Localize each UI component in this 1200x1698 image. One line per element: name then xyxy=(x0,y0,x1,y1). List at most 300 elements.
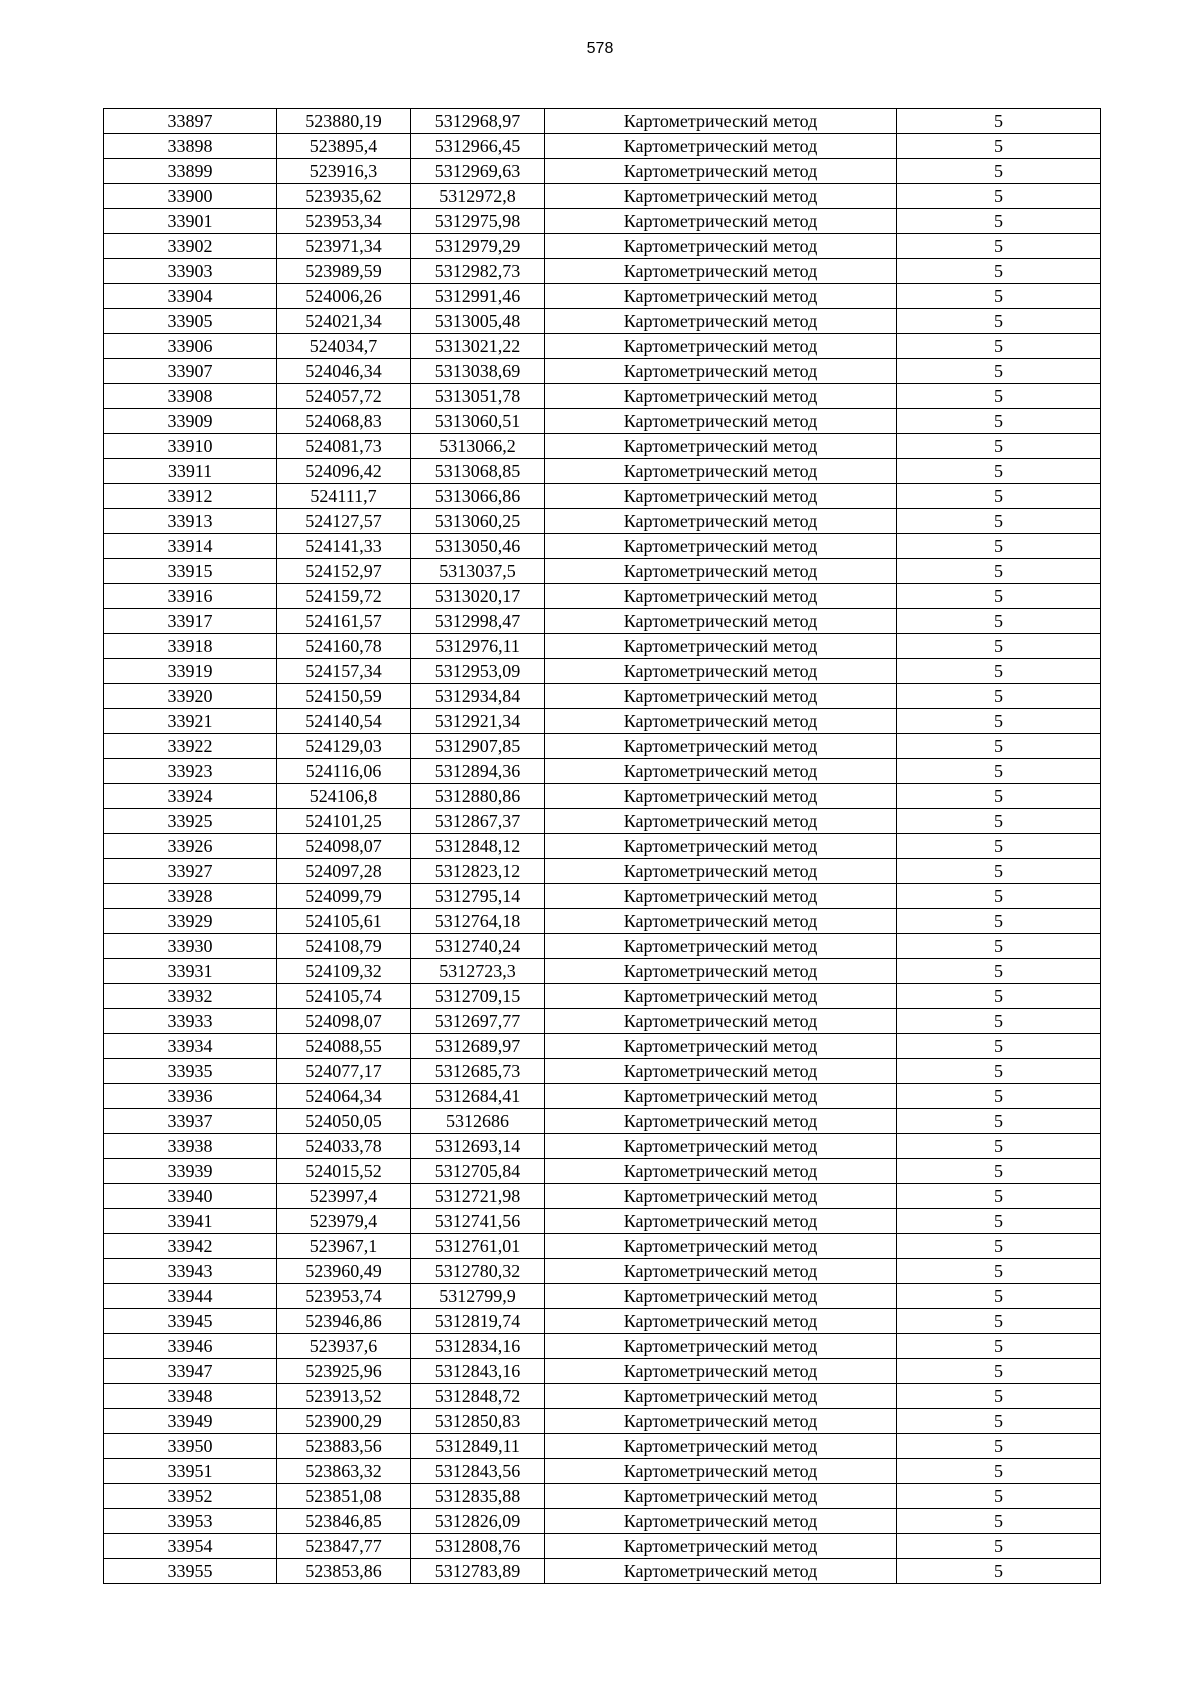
table-row xyxy=(104,1059,1101,1084)
table-row xyxy=(104,909,1101,934)
x-coordinate-cell: 524081,73 xyxy=(277,434,411,459)
table-row xyxy=(104,459,1101,484)
table-row xyxy=(104,1109,1101,1134)
point-number-cell: 33937 xyxy=(104,1109,277,1134)
y-coordinate-cell: 5312982,73 xyxy=(411,259,545,284)
accuracy-cell: 5 xyxy=(897,1134,1101,1159)
accuracy-cell: 5 xyxy=(897,1434,1101,1459)
method-cell: Картометрический метод xyxy=(545,784,897,809)
table-row xyxy=(104,334,1101,359)
y-coordinate-cell: 5313050,46 xyxy=(411,534,545,559)
y-coordinate-cell: 5312819,74 xyxy=(411,1309,545,1334)
table-row xyxy=(104,1334,1101,1359)
point-number-cell: 33935 xyxy=(104,1059,277,1084)
method-cell: Картометрический метод xyxy=(545,1359,897,1384)
x-coordinate-cell: 523946,86 xyxy=(277,1309,411,1334)
y-coordinate-cell: 5312826,09 xyxy=(411,1509,545,1534)
table-row xyxy=(104,1359,1101,1384)
method-cell: Картометрический метод xyxy=(545,534,897,559)
point-number-cell: 33945 xyxy=(104,1309,277,1334)
point-number-cell: 33938 xyxy=(104,1134,277,1159)
point-number-cell: 33905 xyxy=(104,309,277,334)
method-cell: Картометрический метод xyxy=(545,934,897,959)
accuracy-cell: 5 xyxy=(897,1509,1101,1534)
accuracy-cell: 5 xyxy=(897,409,1101,434)
y-coordinate-cell: 5313037,5 xyxy=(411,559,545,584)
table-row xyxy=(104,984,1101,1009)
method-cell: Картометрический метод xyxy=(545,809,897,834)
table-row xyxy=(104,684,1101,709)
x-coordinate-cell: 523846,85 xyxy=(277,1509,411,1534)
table-row xyxy=(104,209,1101,234)
accuracy-cell: 5 xyxy=(897,1009,1101,1034)
table-row xyxy=(104,1084,1101,1109)
method-cell: Картометрический метод xyxy=(545,1409,897,1434)
method-cell: Картометрический метод xyxy=(545,1209,897,1234)
x-coordinate-cell: 524152,97 xyxy=(277,559,411,584)
point-number-cell: 33904 xyxy=(104,284,277,309)
y-coordinate-cell: 5312721,98 xyxy=(411,1184,545,1209)
point-number-cell: 33946 xyxy=(104,1334,277,1359)
y-coordinate-cell: 5313060,25 xyxy=(411,509,545,534)
method-cell: Картометрический метод xyxy=(545,1459,897,1484)
accuracy-cell: 5 xyxy=(897,1334,1101,1359)
table-row xyxy=(104,359,1101,384)
y-coordinate-cell: 5312968,97 xyxy=(411,109,545,134)
y-coordinate-cell: 5312969,63 xyxy=(411,159,545,184)
table-row xyxy=(104,934,1101,959)
table-row xyxy=(104,1034,1101,1059)
method-cell: Картометрический метод xyxy=(545,484,897,509)
accuracy-cell: 5 xyxy=(897,134,1101,159)
method-cell: Картометрический метод xyxy=(545,359,897,384)
y-coordinate-cell: 5312685,73 xyxy=(411,1059,545,1084)
point-number-cell: 33939 xyxy=(104,1159,277,1184)
x-coordinate-cell: 524021,34 xyxy=(277,309,411,334)
table-row xyxy=(104,759,1101,784)
method-cell: Картометрический метод xyxy=(545,384,897,409)
accuracy-cell: 5 xyxy=(897,609,1101,634)
y-coordinate-cell: 5313051,78 xyxy=(411,384,545,409)
table-row xyxy=(104,559,1101,584)
x-coordinate-cell: 524064,34 xyxy=(277,1084,411,1109)
x-coordinate-cell: 524161,57 xyxy=(277,609,411,634)
point-number-cell: 33912 xyxy=(104,484,277,509)
x-coordinate-cell: 523953,34 xyxy=(277,209,411,234)
accuracy-cell: 5 xyxy=(897,1084,1101,1109)
method-cell: Картометрический метод xyxy=(545,1384,897,1409)
accuracy-cell: 5 xyxy=(897,584,1101,609)
accuracy-cell: 5 xyxy=(897,684,1101,709)
y-coordinate-cell: 5312684,41 xyxy=(411,1084,545,1109)
point-number-cell: 33906 xyxy=(104,334,277,359)
table-row xyxy=(104,1234,1101,1259)
x-coordinate-cell: 523880,19 xyxy=(277,109,411,134)
method-cell: Картометрический метод xyxy=(545,509,897,534)
table-row xyxy=(104,1184,1101,1209)
y-coordinate-cell: 5312975,98 xyxy=(411,209,545,234)
table-row xyxy=(104,859,1101,884)
y-coordinate-cell: 5312991,46 xyxy=(411,284,545,309)
method-cell: Картометрический метод xyxy=(545,459,897,484)
point-number-cell: 33908 xyxy=(104,384,277,409)
y-coordinate-cell: 5312783,89 xyxy=(411,1559,545,1584)
point-number-cell: 33898 xyxy=(104,134,277,159)
method-cell: Картометрический метод xyxy=(545,1309,897,1334)
accuracy-cell: 5 xyxy=(897,334,1101,359)
x-coordinate-cell: 523853,86 xyxy=(277,1559,411,1584)
x-coordinate-cell: 524157,34 xyxy=(277,659,411,684)
point-number-cell: 33922 xyxy=(104,734,277,759)
x-coordinate-cell: 523979,4 xyxy=(277,1209,411,1234)
accuracy-cell: 5 xyxy=(897,1459,1101,1484)
x-coordinate-cell: 524106,8 xyxy=(277,784,411,809)
x-coordinate-cell: 523953,74 xyxy=(277,1284,411,1309)
y-coordinate-cell: 5313068,85 xyxy=(411,459,545,484)
accuracy-cell: 5 xyxy=(897,709,1101,734)
x-coordinate-cell: 524006,26 xyxy=(277,284,411,309)
y-coordinate-cell: 5312823,12 xyxy=(411,859,545,884)
x-coordinate-cell: 524098,07 xyxy=(277,834,411,859)
accuracy-cell: 5 xyxy=(897,534,1101,559)
accuracy-cell: 5 xyxy=(897,1259,1101,1284)
point-number-cell: 33936 xyxy=(104,1084,277,1109)
method-cell: Картометрический метод xyxy=(545,284,897,309)
table-row xyxy=(104,809,1101,834)
y-coordinate-cell: 5312880,86 xyxy=(411,784,545,809)
point-number-cell: 33915 xyxy=(104,559,277,584)
method-cell: Картометрический метод xyxy=(545,634,897,659)
accuracy-cell: 5 xyxy=(897,484,1101,509)
x-coordinate-cell: 524098,07 xyxy=(277,1009,411,1034)
y-coordinate-cell: 5312686 xyxy=(411,1109,545,1134)
point-number-cell: 33942 xyxy=(104,1234,277,1259)
method-cell: Картометрический метод xyxy=(545,1084,897,1109)
point-number-cell: 33933 xyxy=(104,1009,277,1034)
method-cell: Картометрический метод xyxy=(545,959,897,984)
table-row xyxy=(104,734,1101,759)
table-row xyxy=(104,659,1101,684)
method-cell: Картометрический метод xyxy=(545,1184,897,1209)
table-row xyxy=(104,409,1101,434)
method-cell: Картометрический метод xyxy=(545,1559,897,1584)
y-coordinate-cell: 5312693,14 xyxy=(411,1134,545,1159)
y-coordinate-cell: 5312723,3 xyxy=(411,959,545,984)
accuracy-cell: 5 xyxy=(897,784,1101,809)
point-number-cell: 33914 xyxy=(104,534,277,559)
method-cell: Картометрический метод xyxy=(545,259,897,284)
y-coordinate-cell: 5312998,47 xyxy=(411,609,545,634)
accuracy-cell: 5 xyxy=(897,459,1101,484)
coordinates-table-body xyxy=(104,109,1101,1584)
accuracy-cell: 5 xyxy=(897,1359,1101,1384)
table-row xyxy=(104,1159,1101,1184)
y-coordinate-cell: 5312934,84 xyxy=(411,684,545,709)
point-number-cell: 33930 xyxy=(104,934,277,959)
y-coordinate-cell: 5312808,76 xyxy=(411,1534,545,1559)
table-row xyxy=(104,1509,1101,1534)
x-coordinate-cell: 523925,96 xyxy=(277,1359,411,1384)
x-coordinate-cell: 524099,79 xyxy=(277,884,411,909)
accuracy-cell: 5 xyxy=(897,909,1101,934)
table-row xyxy=(104,1384,1101,1409)
y-coordinate-cell: 5312799,9 xyxy=(411,1284,545,1309)
y-coordinate-cell: 5312867,37 xyxy=(411,809,545,834)
point-number-cell: 33916 xyxy=(104,584,277,609)
accuracy-cell: 5 xyxy=(897,359,1101,384)
accuracy-cell: 5 xyxy=(897,859,1101,884)
table-row xyxy=(104,1309,1101,1334)
table-row xyxy=(104,159,1101,184)
table-row xyxy=(104,1409,1101,1434)
x-coordinate-cell: 523989,59 xyxy=(277,259,411,284)
table-row xyxy=(104,1434,1101,1459)
table-row xyxy=(104,959,1101,984)
x-coordinate-cell: 524096,42 xyxy=(277,459,411,484)
method-cell: Картометрический метод xyxy=(545,1159,897,1184)
x-coordinate-cell: 524068,83 xyxy=(277,409,411,434)
x-coordinate-cell: 523960,49 xyxy=(277,1259,411,1284)
point-number-cell: 33950 xyxy=(104,1434,277,1459)
x-coordinate-cell: 524129,03 xyxy=(277,734,411,759)
table-row xyxy=(104,109,1101,134)
method-cell: Картометрический метод xyxy=(545,909,897,934)
method-cell: Картометрический метод xyxy=(545,584,897,609)
x-coordinate-cell: 524046,34 xyxy=(277,359,411,384)
y-coordinate-cell: 5312850,83 xyxy=(411,1409,545,1434)
accuracy-cell: 5 xyxy=(897,1159,1101,1184)
x-coordinate-cell: 524057,72 xyxy=(277,384,411,409)
x-coordinate-cell: 523967,1 xyxy=(277,1234,411,1259)
point-number-cell: 33932 xyxy=(104,984,277,1009)
x-coordinate-cell: 524109,32 xyxy=(277,959,411,984)
x-coordinate-cell: 524116,06 xyxy=(277,759,411,784)
x-coordinate-cell: 523895,4 xyxy=(277,134,411,159)
point-number-cell: 33948 xyxy=(104,1384,277,1409)
table-row xyxy=(104,1534,1101,1559)
x-coordinate-cell: 524077,17 xyxy=(277,1059,411,1084)
table-row xyxy=(104,384,1101,409)
table-row xyxy=(104,784,1101,809)
method-cell: Картометрический метод xyxy=(545,1434,897,1459)
point-number-cell: 33913 xyxy=(104,509,277,534)
point-number-cell: 33903 xyxy=(104,259,277,284)
method-cell: Картометрический метод xyxy=(545,134,897,159)
method-cell: Картометрический метод xyxy=(545,1059,897,1084)
table-row xyxy=(104,234,1101,259)
y-coordinate-cell: 5312843,16 xyxy=(411,1359,545,1384)
method-cell: Картометрический метод xyxy=(545,334,897,359)
method-cell: Картометрический метод xyxy=(545,759,897,784)
point-number-cell: 33944 xyxy=(104,1284,277,1309)
y-coordinate-cell: 5313005,48 xyxy=(411,309,545,334)
table-row xyxy=(104,509,1101,534)
accuracy-cell: 5 xyxy=(897,309,1101,334)
table-row xyxy=(104,484,1101,509)
table-row xyxy=(104,284,1101,309)
x-coordinate-cell: 524141,33 xyxy=(277,534,411,559)
method-cell: Картометрический метод xyxy=(545,659,897,684)
method-cell: Картометрический метод xyxy=(545,559,897,584)
point-number-cell: 33917 xyxy=(104,609,277,634)
method-cell: Картометрический метод xyxy=(545,1334,897,1359)
accuracy-cell: 5 xyxy=(897,959,1101,984)
accuracy-cell: 5 xyxy=(897,884,1101,909)
x-coordinate-cell: 524150,59 xyxy=(277,684,411,709)
table-row xyxy=(104,434,1101,459)
y-coordinate-cell: 5313066,2 xyxy=(411,434,545,459)
y-coordinate-cell: 5312834,16 xyxy=(411,1334,545,1359)
x-coordinate-cell: 523900,29 xyxy=(277,1409,411,1434)
table-row xyxy=(104,1209,1101,1234)
method-cell: Картометрический метод xyxy=(545,1259,897,1284)
method-cell: Картометрический метод xyxy=(545,609,897,634)
x-coordinate-cell: 524160,78 xyxy=(277,634,411,659)
page-number: 578 xyxy=(586,40,614,57)
point-number-cell: 33931 xyxy=(104,959,277,984)
x-coordinate-cell: 523883,56 xyxy=(277,1434,411,1459)
x-coordinate-cell: 524033,78 xyxy=(277,1134,411,1159)
point-number-cell: 33949 xyxy=(104,1409,277,1434)
point-number-cell: 33902 xyxy=(104,234,277,259)
accuracy-cell: 5 xyxy=(897,1409,1101,1434)
y-coordinate-cell: 5312705,84 xyxy=(411,1159,545,1184)
point-number-cell: 33927 xyxy=(104,859,277,884)
point-number-cell: 33953 xyxy=(104,1509,277,1534)
y-coordinate-cell: 5312966,45 xyxy=(411,134,545,159)
table-row xyxy=(104,184,1101,209)
point-number-cell: 33909 xyxy=(104,409,277,434)
x-coordinate-cell: 524088,55 xyxy=(277,1034,411,1059)
x-coordinate-cell: 524105,61 xyxy=(277,909,411,934)
point-number-cell: 33925 xyxy=(104,809,277,834)
accuracy-cell: 5 xyxy=(897,159,1101,184)
accuracy-cell: 5 xyxy=(897,759,1101,784)
accuracy-cell: 5 xyxy=(897,1209,1101,1234)
table-row xyxy=(104,584,1101,609)
point-number-cell: 33943 xyxy=(104,1259,277,1284)
accuracy-cell: 5 xyxy=(897,209,1101,234)
y-coordinate-cell: 5313020,17 xyxy=(411,584,545,609)
table-row xyxy=(104,1459,1101,1484)
table-row xyxy=(104,1009,1101,1034)
accuracy-cell: 5 xyxy=(897,509,1101,534)
table-row xyxy=(104,609,1101,634)
accuracy-cell: 5 xyxy=(897,809,1101,834)
point-number-cell: 33954 xyxy=(104,1534,277,1559)
method-cell: Картометрический метод xyxy=(545,834,897,859)
method-cell: Картометрический метод xyxy=(545,1509,897,1534)
table-row xyxy=(104,1559,1101,1584)
point-number-cell: 33934 xyxy=(104,1034,277,1059)
coordinates-table xyxy=(103,108,1101,1584)
accuracy-cell: 5 xyxy=(897,934,1101,959)
y-coordinate-cell: 5313021,22 xyxy=(411,334,545,359)
accuracy-cell: 5 xyxy=(897,1184,1101,1209)
y-coordinate-cell: 5313038,69 xyxy=(411,359,545,384)
accuracy-cell: 5 xyxy=(897,184,1101,209)
point-number-cell: 33911 xyxy=(104,459,277,484)
y-coordinate-cell: 5312689,97 xyxy=(411,1034,545,1059)
accuracy-cell: 5 xyxy=(897,1059,1101,1084)
accuracy-cell: 5 xyxy=(897,559,1101,584)
accuracy-cell: 5 xyxy=(897,234,1101,259)
table-row xyxy=(104,134,1101,159)
x-coordinate-cell: 524108,79 xyxy=(277,934,411,959)
method-cell: Картометрический метод xyxy=(545,1109,897,1134)
x-coordinate-cell: 524101,25 xyxy=(277,809,411,834)
x-coordinate-cell: 523863,32 xyxy=(277,1459,411,1484)
method-cell: Картометрический метод xyxy=(545,709,897,734)
y-coordinate-cell: 5312761,01 xyxy=(411,1234,545,1259)
accuracy-cell: 5 xyxy=(897,1534,1101,1559)
y-coordinate-cell: 5312972,8 xyxy=(411,184,545,209)
x-coordinate-cell: 523916,3 xyxy=(277,159,411,184)
method-cell: Картометрический метод xyxy=(545,434,897,459)
y-coordinate-cell: 5312848,12 xyxy=(411,834,545,859)
accuracy-cell: 5 xyxy=(897,1559,1101,1584)
y-coordinate-cell: 5313060,51 xyxy=(411,409,545,434)
point-number-cell: 33955 xyxy=(104,1559,277,1584)
y-coordinate-cell: 5312835,88 xyxy=(411,1484,545,1509)
point-number-cell: 33951 xyxy=(104,1459,277,1484)
y-coordinate-cell: 5312780,32 xyxy=(411,1259,545,1284)
y-coordinate-cell: 5312709,15 xyxy=(411,984,545,1009)
accuracy-cell: 5 xyxy=(897,734,1101,759)
method-cell: Картометрический метод xyxy=(545,1534,897,1559)
point-number-cell: 33928 xyxy=(104,884,277,909)
point-number-cell: 33921 xyxy=(104,709,277,734)
method-cell: Картометрический метод xyxy=(545,1234,897,1259)
point-number-cell: 33910 xyxy=(104,434,277,459)
method-cell: Картометрический метод xyxy=(545,859,897,884)
table-row xyxy=(104,534,1101,559)
x-coordinate-cell: 524050,05 xyxy=(277,1109,411,1134)
point-number-cell: 33918 xyxy=(104,634,277,659)
y-coordinate-cell: 5312921,34 xyxy=(411,709,545,734)
accuracy-cell: 5 xyxy=(897,984,1101,1009)
x-coordinate-cell: 524015,52 xyxy=(277,1159,411,1184)
method-cell: Картометрический метод xyxy=(545,1034,897,1059)
y-coordinate-cell: 5312740,24 xyxy=(411,934,545,959)
table-row xyxy=(104,1134,1101,1159)
accuracy-cell: 5 xyxy=(897,109,1101,134)
x-coordinate-cell: 524127,57 xyxy=(277,509,411,534)
accuracy-cell: 5 xyxy=(897,659,1101,684)
point-number-cell: 33920 xyxy=(104,684,277,709)
point-number-cell: 33899 xyxy=(104,159,277,184)
y-coordinate-cell: 5312894,36 xyxy=(411,759,545,784)
x-coordinate-cell: 524111,7 xyxy=(277,484,411,509)
point-number-cell: 33901 xyxy=(104,209,277,234)
point-number-cell: 33907 xyxy=(104,359,277,384)
accuracy-cell: 5 xyxy=(897,1034,1101,1059)
x-coordinate-cell: 523971,34 xyxy=(277,234,411,259)
point-number-cell: 33900 xyxy=(104,184,277,209)
method-cell: Картометрический метод xyxy=(545,1009,897,1034)
accuracy-cell: 5 xyxy=(897,434,1101,459)
point-number-cell: 33941 xyxy=(104,1209,277,1234)
accuracy-cell: 5 xyxy=(897,1384,1101,1409)
x-coordinate-cell: 524097,28 xyxy=(277,859,411,884)
accuracy-cell: 5 xyxy=(897,1309,1101,1334)
y-coordinate-cell: 5312741,56 xyxy=(411,1209,545,1234)
table-row xyxy=(104,1284,1101,1309)
method-cell: Картометрический метод xyxy=(545,684,897,709)
x-coordinate-cell: 523851,08 xyxy=(277,1484,411,1509)
table-row xyxy=(104,709,1101,734)
x-coordinate-cell: 523935,62 xyxy=(277,184,411,209)
